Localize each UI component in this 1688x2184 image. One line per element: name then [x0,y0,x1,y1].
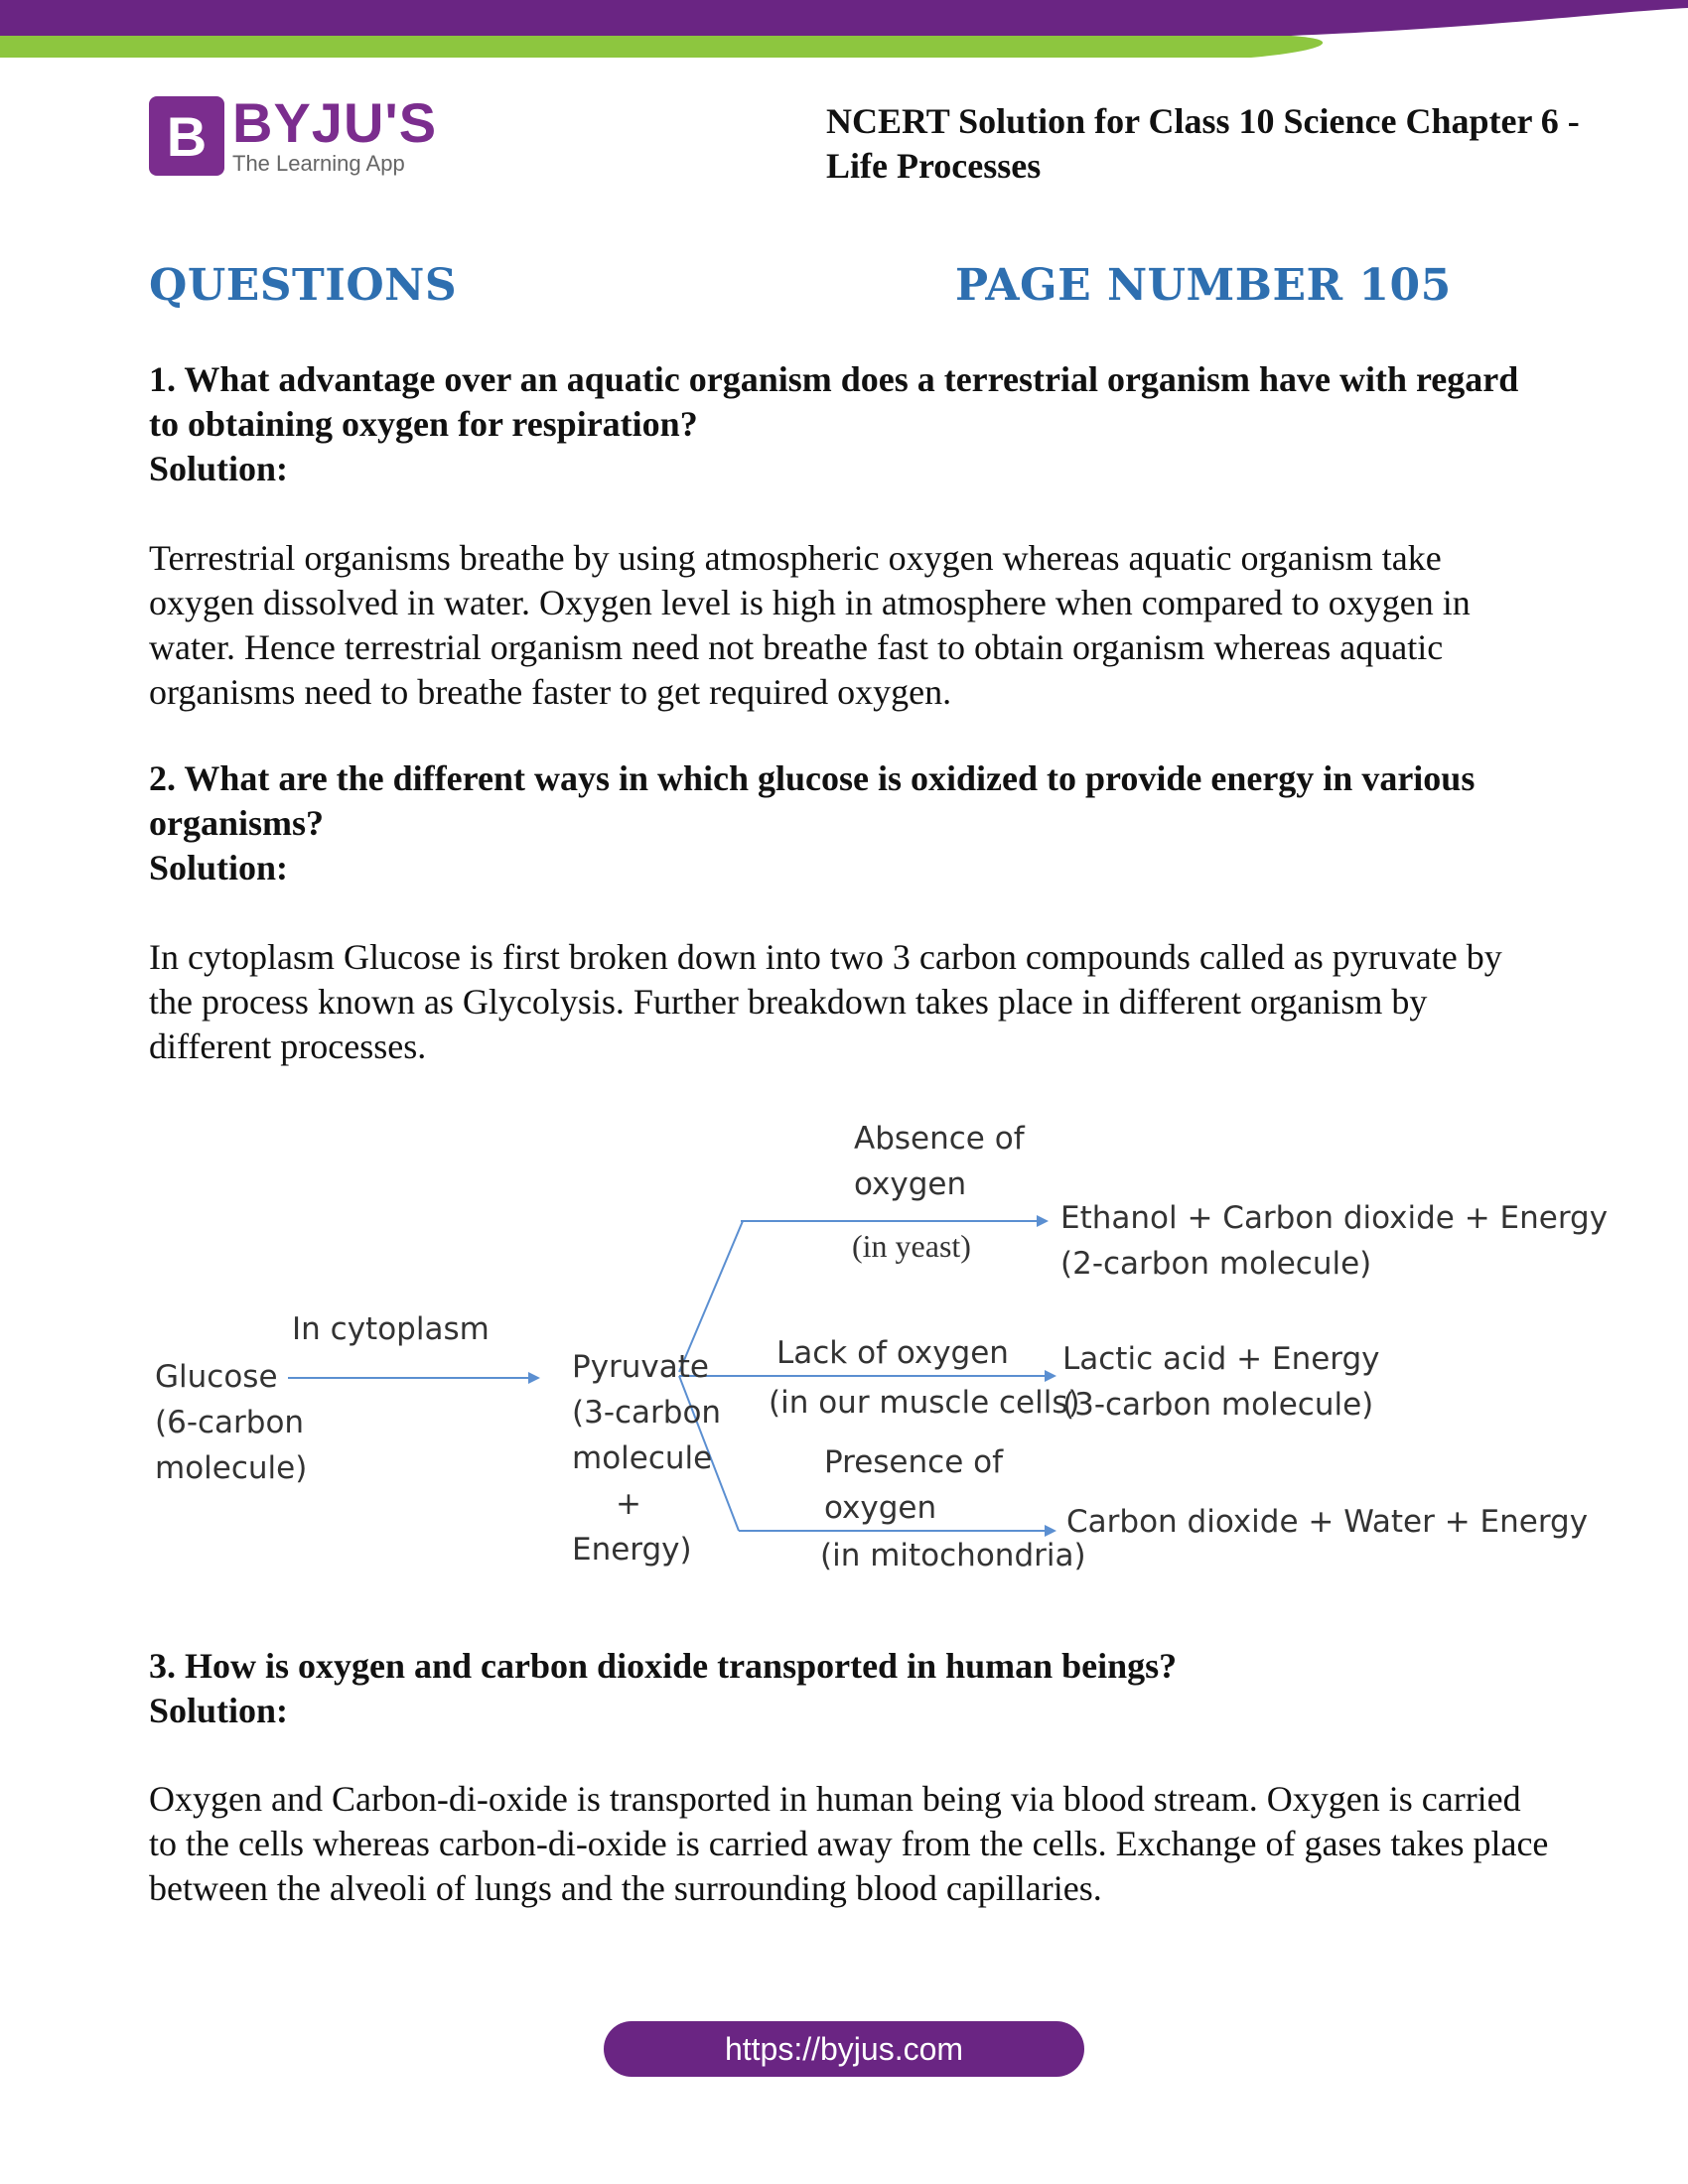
answer-1: Terrestrial organisms breathe by using atmospheric oxygen whereas aquatic organism take oxygen dissolved in water. Oxygen level is high in atmosphere when compared to oxygen in water. Hence terrestrial organism need not breathe fast to obtain organism whereas aquatic organisms need to breathe faster to get required oxygen. [149,538,1471,712]
absence-line-2: oxygen [854,1166,967,1202]
footer-url-link[interactable]: https://byjus.com [604,2021,1084,2077]
glucose-line-1: Glucose [155,1359,278,1395]
absence-line-1: Absence of [854,1121,1025,1157]
question-text: 3. How is oxygen and carbon dioxide transported in human beings? [149,1646,1178,1686]
pyruvate-line-5: Energy) [572,1532,692,1568]
page-header [149,91,1638,195]
answer-2: In cytoplasm Glucose is first broken down into two 3 carbon compounds called as pyruvate by the process known as Glycolysis. Further breakdown takes place in different organism by different processes. [149,937,1502,1066]
solution-label: Solution: [149,848,289,887]
ethanol-result-note: (2-carbon molecule) [1060,1246,1372,1282]
solution-label: Solution: [149,449,289,488]
pyruvate-line-4: + [616,1486,641,1522]
label-in-yeast: (in yeast) [852,1228,971,1264]
glucose-oxidation-diagram [149,1102,1609,1598]
label-in-mitochondria: (in mitochondria) [820,1538,1086,1573]
logo-letter: B [166,104,208,168]
question-2 [149,756,1549,890]
question-1 [149,357,1549,491]
label-carbon-dioxide-result: Carbon dioxide + Water + Energy [1066,1504,1589,1540]
label-lactic-acid-result [1062,1336,1380,1428]
label-in-cytoplasm: In cytoplasm [292,1311,490,1347]
logo-tagline: The Learning App [232,151,405,176]
lactic-result-note: (3-carbon molecule) [1062,1387,1374,1423]
presence-line-1: Presence of [824,1444,1004,1480]
label-glucose [155,1354,307,1491]
question-text: 1. What advantage over an aquatic organism does a terrestrial organism have with regard to obtaining oxygen for respiration? [149,359,1519,444]
label-absence-of-oxygen [854,1116,1025,1207]
answer-3: Oxygen and Carbon-di-oxide is transported in human being via blood stream. Oxygen is carried to the cells whereas carbon-di-oxide is carried away from the cells. Exchange of gases takes place between the alveoli of lungs and the surrounding blood capillaries. [149,1779,1549,1908]
label-presence-of-oxygen [824,1439,1003,1531]
solution-label: Solution: [149,1691,289,1730]
document-title: NCERT Solution for Class 10 Science Chapter 6 - Life Processes [826,101,1580,186]
lactic-result-text: Lactic acid + Energy [1062,1341,1380,1377]
glucose-line-3: molecule) [155,1450,308,1486]
pyruvate-line-1: Pyruvate [572,1349,710,1385]
byjus-logo [149,91,438,177]
logo-wordmark [232,91,438,177]
question-text: 2. What are the different ways in which glucose is oxidized to provide energy in various organisms? [149,758,1476,843]
glucose-line-2: (6-carbon [155,1405,305,1440]
label-lack-of-oxygen: Lack of oxygen [776,1335,1009,1371]
ethanol-result-text: Ethanol + Carbon dioxide + Energy [1060,1200,1609,1236]
section-heading-page-number: PAGE NUMBER 105 [955,260,1452,311]
label-in-muscle-cells: (in our muscle cells) [769,1385,1080,1421]
section-heading-questions: QUESTIONS [149,260,458,311]
logo-badge-icon [149,96,224,176]
presence-line-2: oxygen [824,1490,937,1526]
label-ethanol-result [1060,1195,1608,1287]
pyruvate-line-2: (3-carbon [572,1395,722,1431]
logo-name: BYJU'S [232,91,438,154]
label-pyruvate [572,1344,721,1572]
question-3 [149,1644,1549,1733]
top-decorative-band [0,0,1688,64]
pyruvate-line-3: molecule [572,1440,713,1476]
